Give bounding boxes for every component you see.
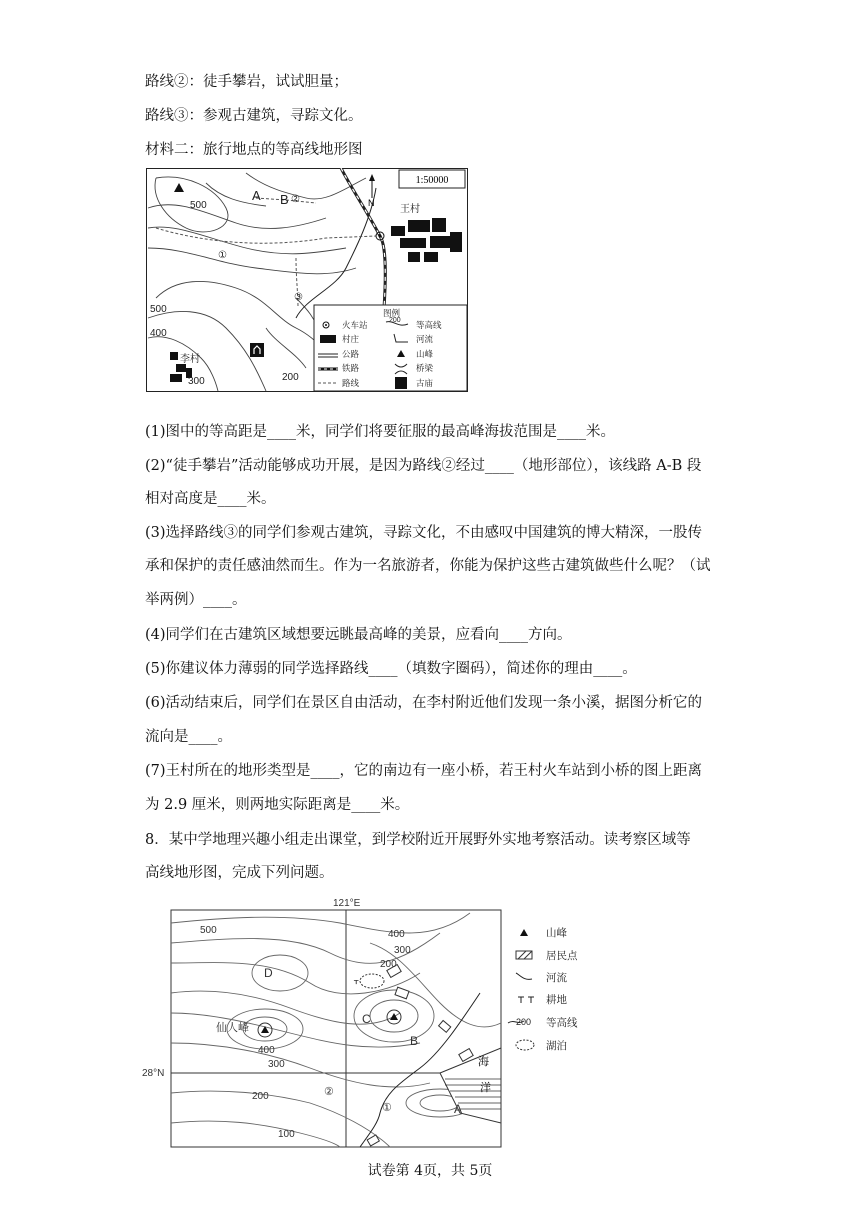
north-label: N [368,198,375,208]
contour-label: 200 [282,372,299,383]
legend2-peak: 山峰 [546,927,567,939]
route-3-text: 路线③：参观古建筑，寻踪文化。 [145,108,363,124]
map2-contour-label: 400 [388,929,405,940]
material-2-text: 材料二：旅行地点的等高线地形图 [145,142,363,158]
map1-scale: 1:50000 [415,175,449,186]
latitude-label: 28°N [142,1068,165,1079]
contour-map-2 [140,893,600,1153]
village-li-label: 李村 [180,354,200,365]
svg-text:ᚁ: ᚁ [354,975,359,985]
question-1: (1)图中的等高距是____米，同学们将要征服的最高峰海拔范围是____米。 [145,424,616,440]
point-b-label: B [280,192,289,207]
contour-label: 500 [150,304,167,315]
legend2-contour: 等高线 [546,1017,578,1029]
contour-map-1 [146,168,468,392]
point-c-label: C [362,1012,371,1026]
question-2-line-1: (2)“徒手攀岩”活动能够成功开展，是因为路线②经过____（地形部位），该线路 A-B 段 [145,458,702,474]
legend-station: 火车站 [342,320,368,330]
longitude-label: 121°E [333,898,361,909]
route-3-mark: ③ [294,292,303,303]
sea-label-2: 洋 [480,1081,491,1094]
question-2-line-2: 相对高度是____米。 [145,491,276,507]
map2-contour-label: 200 [380,959,397,970]
map2-contour-label: 100 [278,1129,295,1140]
legend2-river: 河流 [546,972,567,984]
legend-river: 河流 [416,334,434,344]
point-d-label: D [264,966,273,980]
contour-label: 500 [190,200,207,211]
question-8-line-2: 高线地形图，完成下列问题。 [145,865,334,881]
map2-contour-label: 500 [200,925,217,936]
circle-1-label: ① [382,1102,392,1114]
question-3-line-1: (3)选择路线③的同学们参观古建筑，寻踪文化，不由感叹中国建筑的博大精深，一股传 [145,525,703,541]
legend-route: 路线 [342,378,360,388]
legend2-contour-sample: 200 [516,1017,532,1027]
route-2-text: 路线②：徒手攀岩，试试胆量； [145,74,348,90]
legend-peak: 山峰 [416,349,434,359]
legend-road: 公路 [342,349,360,359]
question-7-line-1: (7)王村所在的地形类型是____，它的南边有一座小桥，若王村火车站到小桥的图上距离 [145,763,703,779]
question-7-line-2: 为 2.9 厘米，则两地实际距离是____米。 [145,797,410,813]
map2-contour-label: 300 [268,1059,285,1070]
question-3-line-2: 承和保护的责任感油然而生。作为一名旅游者，你能为保护这些古建筑做些什么呢？（试 [145,558,711,574]
peak-name-label: 仙人峰 [216,1022,249,1034]
route-1-mark: ① [218,250,227,261]
question-3-line-3: 举两例）____。 [145,592,247,608]
legend-contour: 等高线 [416,320,442,330]
village-wang-label: 王村 [400,204,420,215]
legend-village: 村庄 [342,334,360,344]
legend-railway: 铁路 [342,363,360,373]
contour-label: 400 [150,328,167,339]
legend-bridge: 桥梁 [416,363,434,373]
legend2-farmland: 耕地 [546,994,567,1006]
question-6-line-1: (6)活动结束后，同学们在景区自由活动，在李村附近他们发现一条小溪，据图分析它的 [145,695,703,711]
point-a-label: A [454,1102,463,1116]
legend2-lake: 湖泊 [546,1040,567,1052]
circle-2-label: ② [324,1086,334,1098]
legend-title: 图例 [383,308,401,318]
map2-contour-label: 300 [394,945,411,956]
point-a-label: A [252,188,261,203]
question-5: (5)你建议体力薄弱的同学选择路线____（填数字圈码），简述你的理由____。 [145,661,637,677]
map2-contour-label: 200 [252,1091,269,1102]
route-2-mark: ② [291,194,300,205]
sea-label-1: 海 [478,1055,489,1068]
legend-contour-sample: 200 [389,317,401,324]
question-6-line-2: 流向是____。 [145,729,232,745]
question-8-line-1: 8．某中学地理兴趣小组走出课堂，到学校附近开展野外实地考察活动。读考察区域等 [145,832,691,848]
map2-contour-label: 400 [258,1045,275,1056]
point-b-label: B [410,1034,419,1048]
legend-temple: 古庙 [416,378,434,388]
page-footer: 试卷第 4页，共 5页 [367,1163,493,1179]
legend2-settlement: 居民点 [546,950,578,962]
contour-label: 300 [188,376,205,387]
question-4: (4)同学们在古建筑区域想要远眺最高峰的美景，应看向____方向。 [145,627,572,643]
